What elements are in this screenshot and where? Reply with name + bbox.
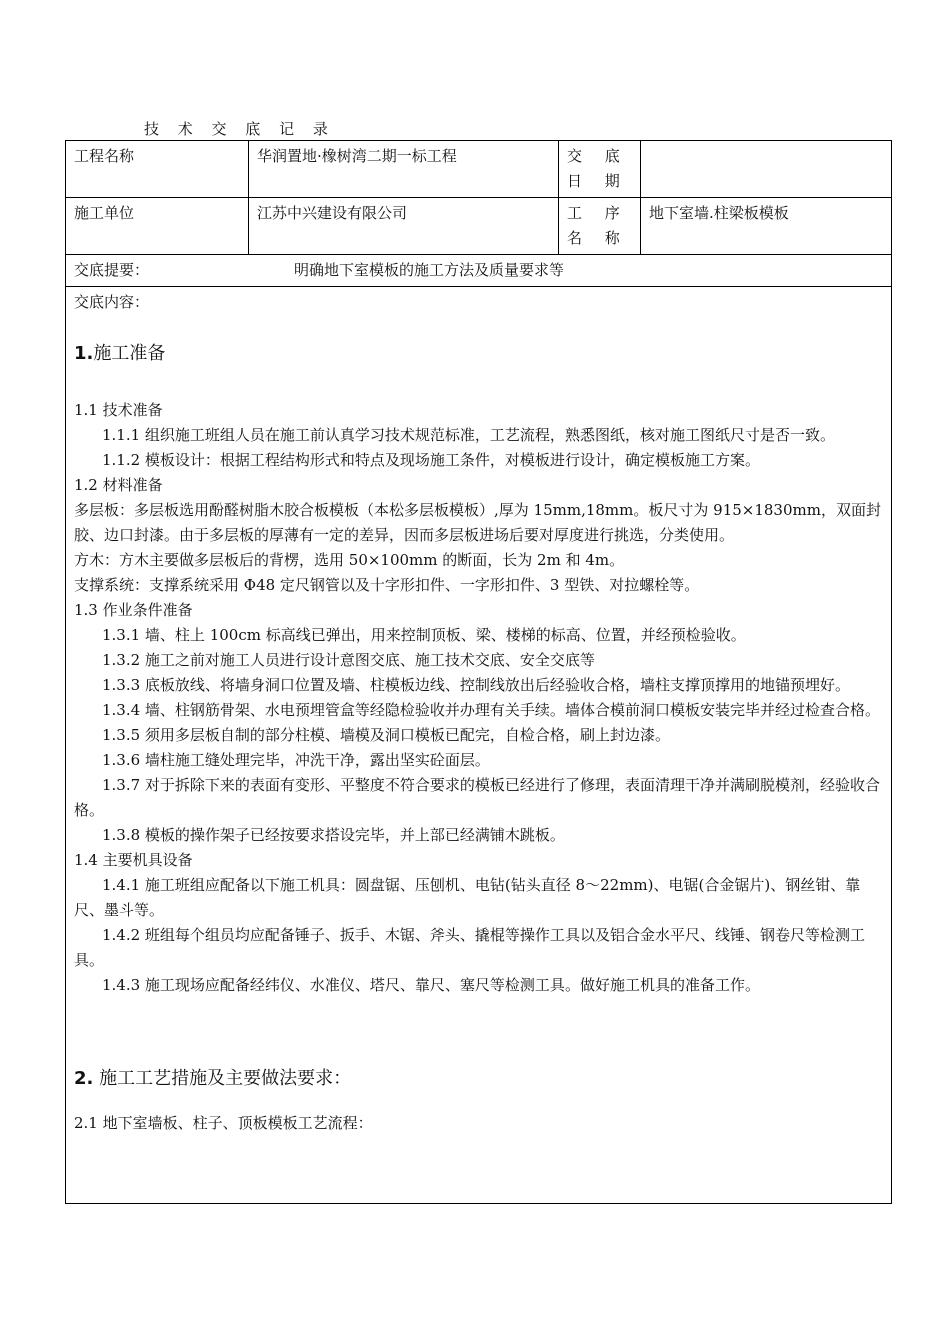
item-1-3-7: 1.3.7 对于拆除下来的表面有变形、平整度不符合要求的模板已经进行了修理，表面清理干净并满刷脱模剂，经验收合格。 bbox=[74, 776, 880, 819]
project-row bbox=[66, 141, 892, 198]
subsection-1-3: 1.3 作业条件准备 bbox=[74, 601, 193, 619]
item-1-3-8: 1.3.8 模板的操作架子已经按要求搭设完毕，并上部已经满铺木跳板。 bbox=[102, 826, 565, 844]
section-2-title: 施工工艺措施及主要做法要求： bbox=[93, 1068, 352, 1089]
section-2-heading bbox=[74, 1066, 883, 1091]
process-label: 工 序 名 称 bbox=[559, 198, 641, 255]
item-1-2-plywood: 多层板：多层板选用酚醛树脂木胶合板模板（本松多层板模板）,厚为 15mm,18mm。板尺寸为 915×1830mm，双面封胶、边口封漆。由于多层板的厚薄有一定的差异，因而多层板进场后要对厚度进行挑选，分类使用。 bbox=[74, 501, 881, 544]
item-1-3-2: 1.3.2 施工之前对施工人员进行设计意图交底、施工技术交底、安全交底等 bbox=[102, 651, 595, 669]
item-1-1-1: 1.1.1 组织施工班组人员在施工前认真学习技术规范标准，工艺流程，熟悉图纸，核对施工图纸尺寸是否一致。 bbox=[102, 426, 835, 444]
section-2-number: 2. bbox=[74, 1068, 94, 1089]
subsection-1-1: 1.1 技术准备 bbox=[74, 401, 163, 419]
item-1-3-1: 1.3.1 墙、柱上 100cm 标高线已弹出，用来控制顶板、梁、楼梯的标高、位置，并经预检验收。 bbox=[102, 626, 746, 644]
summary-value: 明确地下室模板的施工方法及质量要求等 bbox=[294, 261, 565, 279]
summary-row bbox=[66, 255, 892, 287]
contractor-value: 江苏中兴建设有限公司 bbox=[249, 198, 559, 255]
section-1-title: 施工准备 bbox=[93, 343, 166, 364]
summary-label: 交底提要： bbox=[74, 261, 150, 279]
document-title: 技 术 交 底 记 录 bbox=[144, 120, 335, 138]
summary-cell bbox=[66, 255, 892, 287]
subsection-1-4: 1.4 主要机具设备 bbox=[74, 851, 193, 869]
project-name-label: 工程名称 bbox=[66, 141, 249, 198]
project-name-value: 华润置地·橡树湾二期一标工程 bbox=[249, 141, 559, 198]
subsection-2-1: 2.1 地下室墙板、柱子、顶板模板工艺流程： bbox=[74, 1114, 373, 1132]
section-1-heading bbox=[74, 341, 883, 366]
content-cell bbox=[66, 287, 892, 1204]
item-1-2-timber: 方木：方木主要做多层板后的背楞，选用 50×100mm 的断面，长为 2m 和 4m。 bbox=[74, 551, 625, 569]
item-1-4-3: 1.4.3 施工现场应配备经纬仪、水准仪、塔尺、靠尺、塞尺等检测工具。做好施工机具的准备工作。 bbox=[102, 976, 760, 994]
item-1-3-4: 1.3.4 墙、柱钢筋骨架、水电预埋管盒等经隐检验收并办理有关手续。墙体合模前洞口模板安装完毕并经过检查合格。 bbox=[102, 701, 880, 719]
item-1-4-1: 1.4.1 施工班组应配备以下施工机具：圆盘锯、压刨机、电钻(钻头直径 8～22mm)、电锯(合金锯片)、钢丝钳、靠尺、墨斗等。 bbox=[74, 876, 861, 919]
subsection-1-2: 1.2 材料准备 bbox=[74, 476, 163, 494]
record-table bbox=[65, 140, 892, 1204]
content-row bbox=[66, 287, 892, 1204]
item-1-3-5: 1.3.5 须用多层板自制的部分柱模、墙模及洞口模板已配完，自检合格，刷上封边漆。 bbox=[102, 726, 670, 744]
item-1-3-6: 1.3.6 墙柱施工缝处理完毕，冲洗干净，露出坚实砼面层。 bbox=[102, 751, 490, 769]
date-label: 交 底 日 期 bbox=[559, 141, 641, 198]
date-value bbox=[641, 141, 892, 198]
section-1-number: 1. bbox=[74, 343, 94, 364]
item-1-1-2: 1.1.2 模板设计：根据工程结构形式和特点及现场施工条件，对模板进行设计，确定模板施工方案。 bbox=[102, 451, 760, 469]
process-value: 地下室墙.柱梁板模板 bbox=[641, 198, 892, 255]
item-1-4-2: 1.4.2 班组每个组员均应配备锤子、扳手、木锯、斧头、撬棍等操作工具以及铝合金水平尺、线锤、钢卷尺等检测工具。 bbox=[74, 926, 865, 969]
item-1-2-support: 支撑系统：支撑系统采用 Φ48 定尺钢管以及十字形扣件、一字形扣件、3 型铁、对拉螺栓等。 bbox=[74, 576, 700, 594]
item-1-3-3: 1.3.3 底板放线、将墙身洞口位置及墙、柱模板边线、控制线放出后经验收合格，墙柱支撑顶撑用的地锚预埋好。 bbox=[102, 676, 850, 694]
contractor-row bbox=[66, 198, 892, 255]
contractor-label: 施工单位 bbox=[66, 198, 249, 255]
content-label: 交底内容： bbox=[74, 293, 150, 311]
